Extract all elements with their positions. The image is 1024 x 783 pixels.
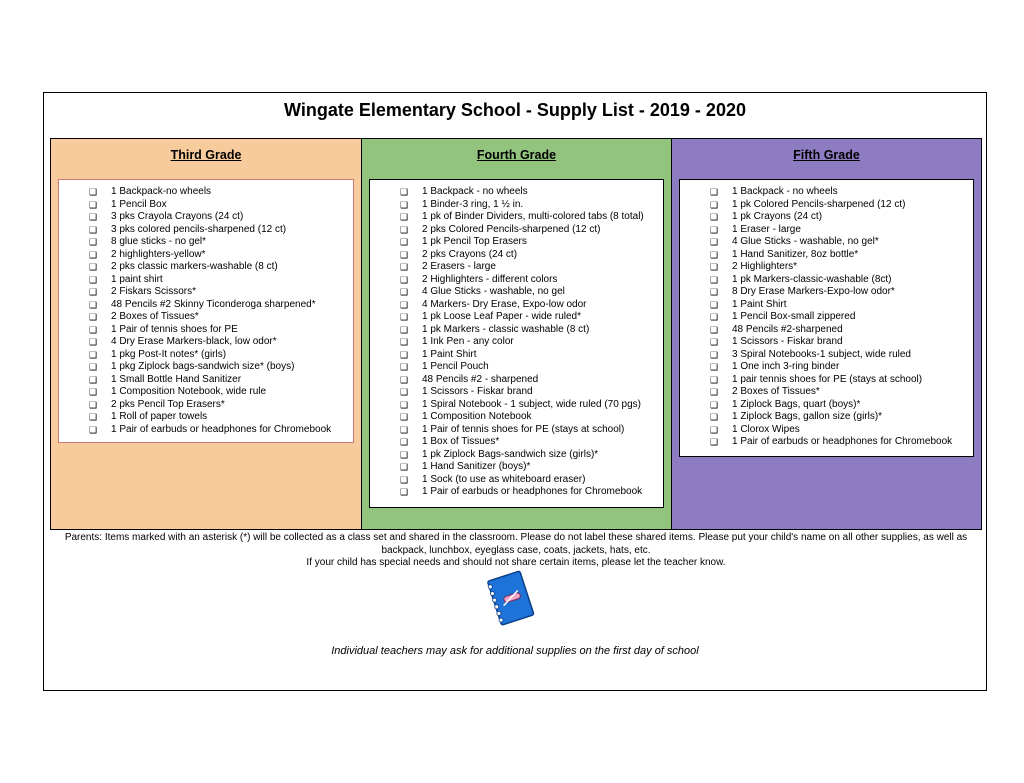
list-item — [400, 461, 663, 474]
checkbox-icon: ❑ — [89, 349, 98, 360]
checkbox-icon: ❑ — [89, 237, 98, 247]
checkbox-icon: ❑ — [400, 374, 409, 385]
item-text: 1 Hand Sanitizer (boys)* — [422, 461, 531, 472]
checkbox-icon: ❑ — [89, 399, 98, 410]
checkbox-icon: ❑ — [400, 399, 409, 410]
checkbox-icon: ❑ — [710, 287, 719, 297]
checkbox-icon: ❑ — [89, 362, 98, 372]
item-text: 1 Pencil Pouch — [422, 361, 489, 372]
list-item — [400, 186, 663, 199]
item-text: 1 Paint Shirt — [732, 298, 787, 310]
list-item — [710, 424, 973, 437]
list-item — [89, 299, 353, 312]
fifth-grade-list — [680, 180, 973, 449]
list-item — [400, 411, 663, 424]
item-text: 2 Highlighters - different colors — [422, 273, 558, 285]
item-text: 2 Boxes of Tissues* — [732, 386, 820, 397]
list-item — [710, 386, 973, 399]
list-item — [400, 311, 663, 324]
list-item — [710, 361, 973, 374]
checkbox-icon: ❑ — [89, 287, 98, 297]
item-text: 1 Box of Tissues* — [422, 436, 500, 447]
item-text: 4 Dry Erase Markers-black, low odor* — [111, 336, 277, 347]
item-text: 1 Scissors - Fiskar brand — [732, 336, 843, 347]
list-item — [89, 236, 353, 249]
item-text: 1 Ink Pen - any color — [422, 336, 514, 347]
list-item — [400, 374, 663, 387]
item-text: 1 Ziplock Bags, quart (boys)* — [732, 398, 861, 410]
list-item — [710, 324, 973, 337]
list-item — [710, 336, 973, 349]
list-item — [400, 299, 663, 312]
item-text: 8 Dry Erase Markers-Expo-low odor* — [732, 286, 895, 297]
list-item — [400, 211, 663, 224]
item-text: 1 Pencil Box-small zippered — [732, 311, 856, 322]
checkbox-icon: ❑ — [710, 199, 719, 210]
list-item — [400, 474, 663, 487]
list-item — [710, 411, 973, 424]
item-text: 2 Highlighters* — [732, 261, 798, 272]
item-text: 2 Erasers - large — [422, 261, 496, 272]
checkbox-icon: ❑ — [400, 412, 409, 422]
list-item — [89, 411, 353, 424]
item-text: 1 pk Pencil Top Erasers — [422, 236, 527, 247]
list-item — [89, 336, 353, 349]
list-item — [400, 249, 663, 262]
checkbox-icon: ❑ — [710, 224, 719, 235]
list-item — [710, 186, 973, 199]
checkbox-icon: ❑ — [400, 437, 409, 447]
checkbox-icon: ❑ — [710, 412, 719, 422]
item-text: 1 pkg Post-It notes* (girls) — [111, 348, 227, 360]
list-item — [89, 324, 353, 337]
checkbox-icon: ❑ — [89, 212, 98, 222]
checkbox-icon: ❑ — [400, 424, 409, 435]
fourth-grade-heading: Fourth Grade — [476, 148, 557, 162]
list-item — [89, 249, 353, 262]
list-item — [89, 386, 353, 399]
list-item — [400, 424, 663, 437]
checkbox-icon: ❑ — [400, 387, 409, 397]
checkbox-icon: ❑ — [89, 312, 98, 322]
checkbox-icon: ❑ — [400, 287, 409, 297]
checkbox-icon: ❑ — [89, 249, 98, 260]
item-text: 1 Roll of paper towels — [111, 411, 208, 422]
list-item — [89, 399, 353, 412]
checkbox-icon: ❑ — [89, 199, 98, 210]
item-text: 1 Small Bottle Hand Sanitizer — [111, 373, 242, 385]
item-text: 1 pk Colored Pencils-sharpened (12 ct) — [732, 198, 906, 210]
checkbox-icon: ❑ — [400, 474, 409, 485]
list-item — [400, 349, 663, 362]
list-item — [89, 186, 353, 199]
list-item — [400, 336, 663, 349]
list-item — [710, 399, 973, 412]
item-text: 2 pks classic markers-washable (8 ct) — [111, 261, 278, 272]
checkbox-icon: ❑ — [89, 324, 98, 335]
footer-note: Individual teachers may ask for additional supplies on the first day of school — [331, 645, 699, 657]
item-text: 1 pk Loose Leaf Paper - wide ruled* — [422, 311, 581, 322]
checkbox-icon: ❑ — [400, 224, 409, 235]
list-item — [710, 299, 973, 312]
list-item — [89, 211, 353, 224]
fifth-grade-heading: Fifth Grade — [793, 148, 860, 162]
checkbox-icon: ❑ — [400, 487, 409, 497]
checkbox-icon: ❑ — [89, 187, 98, 197]
checkbox-icon: ❑ — [400, 449, 409, 460]
checkbox-icon: ❑ — [710, 399, 719, 410]
third-grade-list — [59, 180, 353, 436]
list-item — [400, 224, 663, 237]
item-text: 1 Hand Sanitizer, 8oz bottle* — [732, 248, 859, 260]
list-item — [89, 286, 353, 299]
item-text: 4 Glue Sticks - washable, no gel* — [732, 236, 879, 247]
list-item — [400, 199, 663, 212]
checkbox-icon: ❑ — [400, 362, 409, 372]
checkbox-icon: ❑ — [710, 374, 719, 385]
item-text: 1 Backpack - no wheels — [732, 186, 838, 197]
item-text: 1 Pair of earbuds or headphones for Chromebook — [111, 423, 332, 435]
list-item — [710, 286, 973, 299]
list-item — [89, 424, 353, 437]
checkbox-icon: ❑ — [400, 249, 409, 260]
item-text: 1 Pencil Box — [111, 198, 167, 210]
checkbox-icon: ❑ — [710, 249, 719, 260]
checkbox-icon: ❑ — [400, 299, 409, 310]
item-text: 4 Markers- Dry Erase, Expo-low odor — [422, 298, 587, 310]
item-text: 1 paint shirt — [111, 273, 163, 285]
item-text: 1 Composition Notebook — [422, 411, 532, 422]
checkbox-icon: ❑ — [89, 412, 98, 422]
checkbox-icon: ❑ — [710, 424, 719, 435]
list-item — [400, 261, 663, 274]
checkbox-icon: ❑ — [710, 312, 719, 322]
list-item — [400, 236, 663, 249]
parents-note: Parents: Items marked with an asterisk (*) will be collected as a class set and shared in the classroom. Please do not label these shared items. Please put your child's name on all other supplies, as well as backpack, lunchbox, eyeglass case, coats, jackets, hats, etc. — [64, 532, 968, 556]
list-item — [89, 349, 353, 362]
item-text: 1 pk Ziplock Bags-sandwich size (girls)* — [422, 448, 599, 460]
item-text: 1 Pair of tennis shoes for PE — [111, 323, 238, 335]
list-item — [710, 436, 973, 449]
list-item — [400, 399, 663, 412]
list-item — [710, 236, 973, 249]
fifth-grade-column — [671, 138, 982, 530]
checkbox-icon: ❑ — [89, 424, 98, 435]
third-grade-list-box — [58, 179, 354, 443]
special-needs-note: If your child has special needs and should not share certain items, please let the teacher know. — [306, 557, 726, 568]
list-item — [400, 486, 663, 499]
list-item — [710, 261, 973, 274]
item-text: 1 Ziplock Bags, gallon size (girls)* — [732, 411, 883, 422]
checkbox-icon: ❑ — [710, 437, 719, 447]
list-item — [400, 324, 663, 337]
list-item — [89, 261, 353, 274]
checkbox-icon: ❑ — [89, 299, 98, 310]
list-item — [710, 349, 973, 362]
checkbox-icon: ❑ — [400, 199, 409, 210]
item-text: 1 Backpack - no wheels — [422, 186, 528, 197]
checkbox-icon: ❑ — [710, 237, 719, 247]
list-item — [89, 224, 353, 237]
checkbox-icon: ❑ — [400, 212, 409, 222]
checkbox-icon: ❑ — [89, 274, 98, 285]
item-text: 48 Pencils #2 - sharpened — [422, 373, 539, 385]
checkbox-icon: ❑ — [710, 187, 719, 197]
checkbox-icon: ❑ — [89, 262, 98, 272]
list-item — [710, 224, 973, 237]
checkbox-icon: ❑ — [89, 387, 98, 397]
item-text: 1 Spiral Notebook - 1 subject, wide ruled (70 pgs) — [422, 398, 642, 410]
item-text: 1 Composition Notebook, wide rule — [111, 386, 267, 397]
item-text: 1 pk of Binder Dividers, multi-colored tabs (8 total) — [422, 211, 644, 222]
item-text: 2 Boxes of Tissues* — [111, 311, 199, 322]
list-item — [400, 386, 663, 399]
checkbox-icon: ❑ — [710, 349, 719, 360]
item-text: 1 Pair of earbuds or headphones for Chromebook — [422, 486, 643, 497]
checkbox-icon: ❑ — [710, 387, 719, 397]
item-text: 8 glue sticks - no gel* — [111, 236, 207, 247]
checkbox-icon: ❑ — [710, 212, 719, 222]
list-item — [400, 436, 663, 449]
fourth-grade-column — [361, 138, 672, 530]
item-text: 2 Fiskars Scissors* — [111, 286, 197, 297]
item-text: 3 Spiral Notebooks-1 subject, wide ruled — [732, 348, 911, 360]
checkbox-icon: ❑ — [400, 274, 409, 285]
checkbox-icon: ❑ — [710, 362, 719, 372]
item-text: 2 pks Crayons (24 ct) — [422, 248, 518, 260]
checkbox-icon: ❑ — [710, 324, 719, 335]
item-text: 48 Pencils #2 Skinny Ticonderoga sharpened* — [111, 298, 316, 310]
item-text: 1 Eraser - large — [732, 223, 801, 235]
fourth-grade-list-box — [369, 179, 664, 508]
list-item — [400, 361, 663, 374]
checkbox-icon: ❑ — [89, 337, 98, 347]
notebook-icon — [484, 569, 538, 629]
item-text: 1 Pair of earbuds or headphones for Chromebook — [732, 436, 953, 447]
checkbox-icon: ❑ — [400, 462, 409, 472]
item-text: 1 Pair of tennis shoes for PE (stays at school) — [422, 423, 625, 435]
item-text: 1 pk Markers - classic washable (8 ct) — [422, 323, 590, 335]
list-item — [400, 274, 663, 287]
checkbox-icon: ❑ — [710, 262, 719, 272]
checkbox-icon: ❑ — [400, 349, 409, 360]
item-text: 1 Sock (to use as whiteboard eraser) — [422, 473, 586, 485]
fourth-grade-list — [370, 180, 663, 499]
item-text: 1 Clorox Wipes — [732, 423, 800, 435]
item-text: 1 pk Crayons (24 ct) — [732, 211, 823, 222]
page-title: Wingate Elementary School - Supply List - 2019 - 2020 — [284, 100, 746, 120]
list-item — [89, 199, 353, 212]
checkbox-icon: ❑ — [710, 299, 719, 310]
list-item — [400, 286, 663, 299]
checkbox-icon: ❑ — [400, 237, 409, 247]
list-item — [710, 274, 973, 287]
list-item — [710, 311, 973, 324]
item-text: 1 Scissors - Fiskar brand — [422, 386, 533, 397]
item-text: 1 One inch 3-ring binder — [732, 361, 840, 372]
checkbox-icon: ❑ — [710, 274, 719, 285]
checkbox-icon: ❑ — [400, 187, 409, 197]
checkbox-icon: ❑ — [710, 337, 719, 347]
checkbox-icon: ❑ — [400, 337, 409, 347]
checkbox-icon: ❑ — [400, 312, 409, 322]
item-text: 1 Paint Shirt — [422, 348, 477, 360]
item-text: 1 pk Markers-classic-washable (8ct) — [732, 273, 892, 285]
item-text: 1 pkg Ziplock bags-sandwich size* (boys) — [111, 361, 295, 372]
third-grade-heading: Third Grade — [170, 148, 242, 162]
list-item — [710, 374, 973, 387]
list-item — [710, 199, 973, 212]
item-text: 1 Binder-3 ring, 1 ½ in. — [422, 198, 524, 210]
fifth-grade-list-box — [679, 179, 974, 457]
item-text: 3 pks colored pencils-sharpened (12 ct) — [111, 223, 287, 235]
item-text: 2 highlighters-yellow* — [111, 248, 206, 260]
list-item — [89, 274, 353, 287]
list-item — [89, 374, 353, 387]
item-text: 2 pks Pencil Top Erasers* — [111, 398, 225, 410]
item-text: 1 Backpack-no wheels — [111, 186, 212, 197]
checkbox-icon: ❑ — [400, 262, 409, 272]
checkbox-icon: ❑ — [89, 224, 98, 235]
checkbox-icon: ❑ — [400, 324, 409, 335]
third-grade-column — [50, 138, 362, 530]
item-text: 2 pks Colored Pencils-sharpened (12 ct) — [422, 223, 601, 235]
item-text: 1 pair tennis shoes for PE (stays at school) — [732, 373, 923, 385]
list-item — [710, 249, 973, 262]
list-item — [400, 449, 663, 462]
item-text: 48 Pencils #2-sharpened — [732, 323, 843, 335]
checkbox-icon: ❑ — [89, 374, 98, 385]
list-item — [89, 311, 353, 324]
list-item — [89, 361, 353, 374]
list-item — [710, 211, 973, 224]
item-text: 3 pks Crayola Crayons (24 ct) — [111, 211, 244, 222]
item-text: 4 Glue Sticks - washable, no gel — [422, 286, 565, 297]
